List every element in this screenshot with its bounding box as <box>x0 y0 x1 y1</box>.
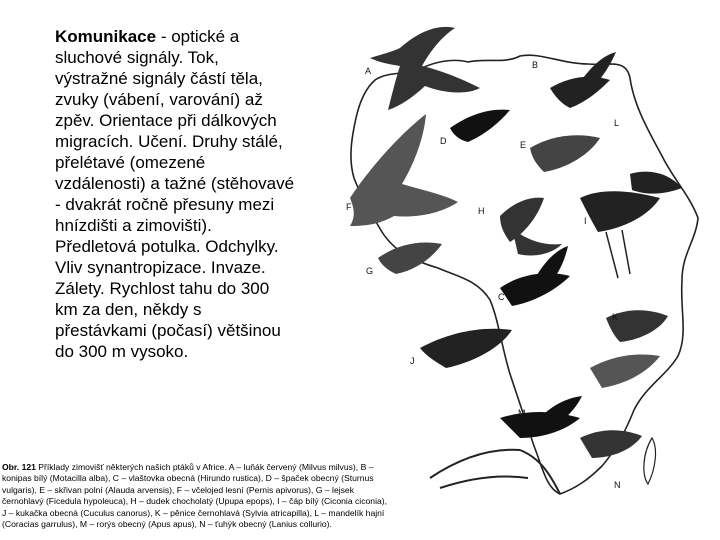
bird-e <box>530 135 600 172</box>
figure-label-i: I <box>584 216 587 226</box>
figure-label-g: G <box>366 266 374 276</box>
bird-a <box>370 27 480 110</box>
caption-label: Obr. 121 <box>2 462 36 472</box>
figure-label-k: K <box>612 312 619 322</box>
bird-j <box>420 329 512 368</box>
body-paragraph: - optické a sluchové signály. Tok, výstražné signály částí těla, zvuky (vábení, varování) až zpěv. Orientace při dálkových migracích. Učení. Druhy stálé, přelétavé (omezené vzdálenosti) a tažné (stěhovavé - dvakrát ročně přesuny mezi hnízdišti a zimovišti). Předletová potulka. Odchylky. Vliv synantropizace. Invaze. Zálety. Rychlost tahu do 300 km za den, někdy s přestávkami (počasí) většinou do 300 m vysoko. <box>55 27 295 361</box>
bird-n <box>580 430 642 458</box>
bird-g <box>378 243 442 274</box>
body-heading: Komunikace <box>55 27 157 46</box>
bird-migration-illustration <box>330 18 720 538</box>
caption-text: Příklady zimovišť některých našich ptáků v Africe. A – luňák červený (Milvus milvus), B – konipas bílý (Motacilla alba), C – vlaštovka obecná (Hirundo rustica), D – špaček obecný (Sturnus vulgaris), E – skřivan polní (Alauda arvensis), F – včelojed lesní (Pernis apivorus), G – lejsek černohlavý (Ficedula hypoleuca), H – dudek chocholatý (Upupa epops), I – čáp bílý (Ciconia ciconia), J – kukačka obecná (Cuculus canorus), K – pěnice černohlavá (Sylvia atricapilla), L – mandelík hajní (Coracias garrulus), M – rorýs obecný (Apus apus), N – ťuhýk obecný (Lanius collurio). <box>2 462 388 530</box>
figure-label-j: J <box>410 356 415 366</box>
madagascar-outline <box>644 438 656 484</box>
figure-label-n: N <box>614 480 621 490</box>
figure-caption <box>2 462 390 530</box>
bird-l <box>590 355 660 389</box>
figure-label-e: E <box>520 140 527 150</box>
figure-label-l: L <box>614 118 620 128</box>
bird-m <box>500 396 582 438</box>
figure-label-b: B <box>532 60 539 70</box>
body-text <box>55 26 295 362</box>
figure-label-f: F <box>346 202 352 212</box>
stork-bottom <box>430 450 560 494</box>
bird-f <box>350 114 458 226</box>
figure-label-h: H <box>478 206 485 216</box>
bird-i <box>580 172 682 278</box>
bird-h <box>500 198 562 256</box>
figure-label-a: A <box>365 66 372 76</box>
figure-label-d: D <box>440 136 447 146</box>
bird-d <box>450 110 510 142</box>
figure-label-c: C <box>498 292 505 302</box>
figure-label-m: M <box>518 408 526 418</box>
